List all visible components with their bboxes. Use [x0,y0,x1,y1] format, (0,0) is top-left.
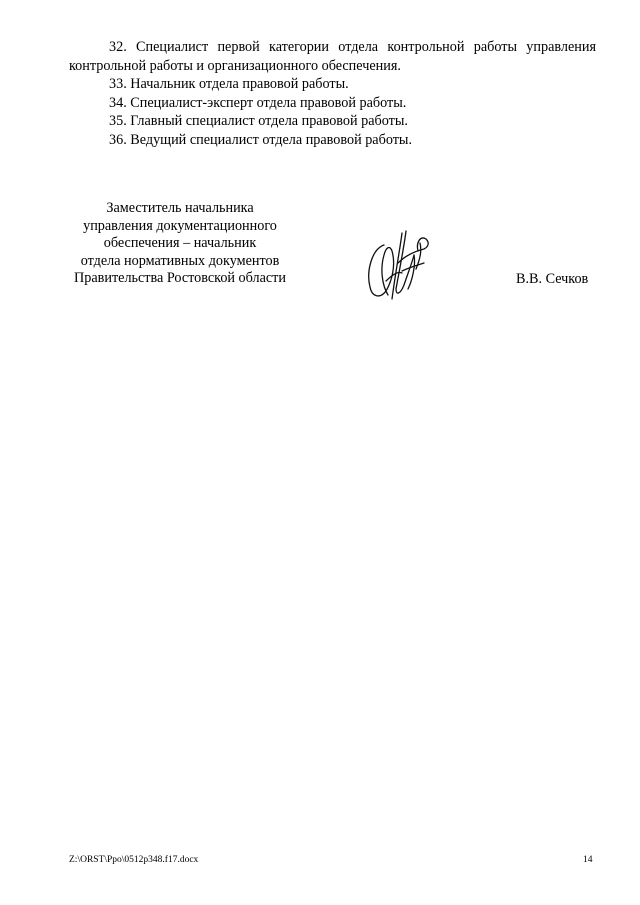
signer-title-line: обеспечения – начальник [103,235,257,252]
list-item: 34. Специалист-эксперт отдела правовой работы. [109,94,407,111]
list-item: 35. Главный специалист отдела правовой работы. [109,113,408,130]
signer-title [62,200,298,288]
position-list [69,38,596,150]
signer-title-line: отдела нормативных документов [80,252,280,269]
signer-name: В.В. Сечков [516,271,589,287]
signer-title-line: управления документационного [83,217,277,234]
list-item: 36. Ведущий специалист отдела правовой работы. [109,131,413,148]
handwritten-signature [362,225,442,305]
list-item: 33. Начальник отдела правовой работы. [109,76,349,93]
page-number: 14 [583,855,593,865]
signer-title-line: Правительства Ростовской области [74,270,286,287]
file-path: Z:\ORST\Ppo\0512p348.f17.docx [69,855,199,865]
list-item: 32. Специалист первой категории отдела контрольной работы управления контрольной работы и организационного обеспечения. [69,39,596,74]
signer-title-line: Заместитель начальника [106,200,254,216]
